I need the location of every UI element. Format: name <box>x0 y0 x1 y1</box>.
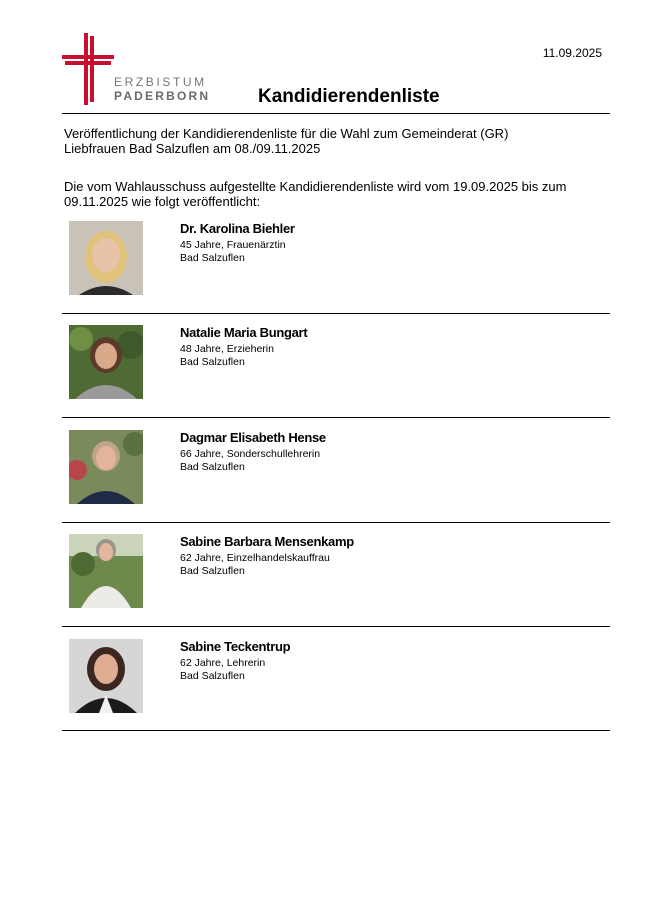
candidate-photo <box>69 534 143 608</box>
candidate-place: Bad Salzuflen <box>180 252 245 264</box>
candidate-divider <box>62 313 610 314</box>
candidate-name: Sabine Barbara Mensenkamp <box>180 534 354 549</box>
candidate-name: Sabine Teckentrup <box>180 639 291 654</box>
candidate-photo <box>69 325 143 399</box>
title-divider <box>62 113 610 114</box>
candidate-age-profession: 45 Jahre, Frauenärztin <box>180 239 286 251</box>
page-title: Kandidierendenliste <box>258 86 440 107</box>
candidate-name: Dr. Karolina Biehler <box>180 221 295 236</box>
candidate-divider <box>62 730 610 731</box>
candidate-entry <box>62 639 610 743</box>
candidate-name: Natalie Maria Bungart <box>180 325 308 340</box>
intro-paragraph-1 <box>64 126 604 156</box>
candidate-divider <box>62 626 610 627</box>
candidate-divider <box>62 522 610 523</box>
candidate-place: Bad Salzuflen <box>180 565 245 577</box>
candidate-photo <box>69 639 143 713</box>
intro-line: 09.11.2025 wie folgt veröffentlicht: <box>64 194 261 209</box>
document-date: 11.09.2025 <box>542 46 602 60</box>
candidate-entry <box>62 534 610 638</box>
candidate-entry <box>62 430 610 534</box>
cross-icon <box>62 33 114 105</box>
candidate-place: Bad Salzuflen <box>180 356 245 368</box>
candidate-place: Bad Salzuflen <box>180 670 245 682</box>
candidate-age-profession: 66 Jahre, Sonderschullehrerin <box>180 448 321 460</box>
candidate-place: Bad Salzuflen <box>180 461 245 473</box>
intro-line: Die vom Wahlausschuss aufgestellte Kandidierendenliste wird vom 19.09.2025 bis zum <box>64 179 567 194</box>
candidate-entry <box>62 325 610 429</box>
candidate-age-profession: 62 Jahre, Lehrerin <box>180 657 266 669</box>
candidate-photo <box>69 430 143 504</box>
candidate-entry <box>62 221 610 325</box>
candidate-name: Dagmar Elisabeth Hense <box>180 430 326 445</box>
intro-line: Liebfrauen Bad Salzuflen am 08./09.11.2025 <box>64 141 321 156</box>
intro-paragraph-2 <box>64 179 604 209</box>
candidate-age-profession: 62 Jahre, Einzelhandelskauffrau <box>180 552 330 564</box>
erzbistum-paderborn-logo <box>62 33 222 108</box>
candidate-divider <box>62 417 610 418</box>
logo-text-line1: ERZBISTUM <box>114 75 207 89</box>
intro-line: Veröffentlichung der Kandidierendenliste für die Wahl zum Gemeinderat (GR) <box>64 126 509 141</box>
logo-text-line2: PADERBORN <box>114 89 211 103</box>
candidate-age-profession: 48 Jahre, Erzieherin <box>180 343 274 355</box>
candidate-photo <box>69 221 143 295</box>
